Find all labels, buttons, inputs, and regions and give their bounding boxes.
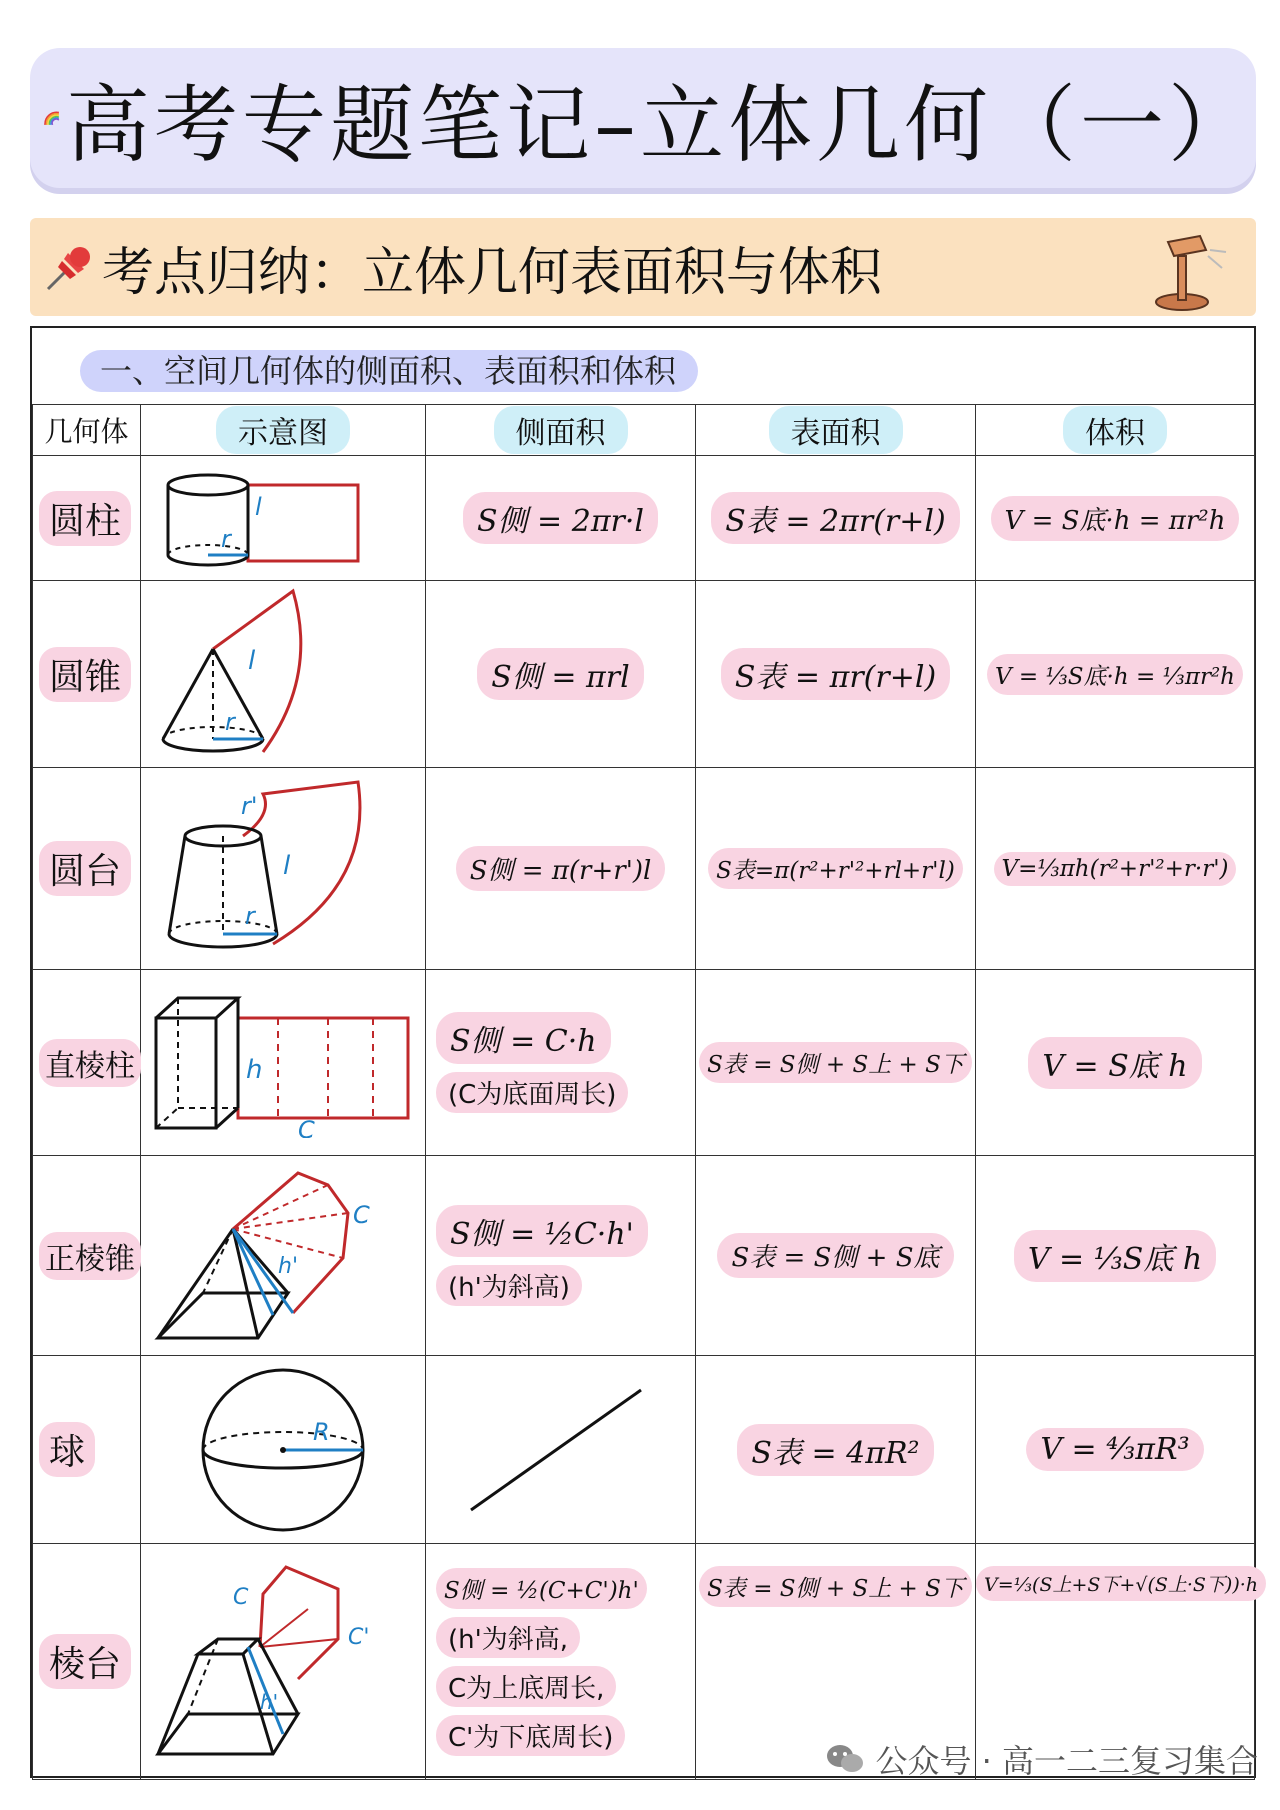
page-title: 高考专题笔记–立体几何（一）	[65, 75, 1256, 174]
label-r: r	[245, 901, 255, 930]
sphere-surface-formula: S表 = 4πR²	[737, 1424, 933, 1476]
row-name-frustum-pyramid: 棱台	[39, 1634, 131, 1689]
label-R: R	[313, 1418, 330, 1446]
pyramid-volume-formula: V = ⅓S底 h	[1014, 1230, 1216, 1282]
frustum-pyramid-note-2: C为上底周长,	[436, 1666, 616, 1707]
header-lateral: 侧面积	[494, 406, 628, 454]
sphere-diagram	[183, 1362, 383, 1537]
cylinder-volume-formula: V = S底·h = πr²h	[991, 496, 1240, 541]
pyramid-lateral-note: (h'为斜高)	[436, 1265, 582, 1306]
label-r: r	[225, 707, 235, 736]
table-header-row	[33, 405, 1255, 456]
row-name-frustum: 圆台	[39, 841, 131, 896]
prism-surface-formula: S表 = S侧 + S上 + S下	[699, 1042, 972, 1083]
table-row	[33, 970, 1255, 1156]
watermark	[825, 1736, 1258, 1782]
label-h-prime: h'	[260, 1690, 279, 1714]
pyramid-surface-formula: S表 = S侧 + S底	[717, 1233, 953, 1278]
header-solid: 几何体	[44, 415, 129, 448]
table-row	[33, 581, 1255, 768]
row-name-right-prism: 直棱柱	[39, 1039, 141, 1087]
table-row	[33, 456, 1255, 581]
prism-lateral-note: (C为底面周长)	[436, 1072, 628, 1113]
cylinder-lateral-formula: S侧 = 2πr·l	[463, 492, 658, 544]
label-h: h	[246, 1054, 263, 1085]
formula-sheet	[30, 326, 1259, 1778]
frustum-pyramid-surface-formula: S表 = S侧 + S上 + S下	[699, 1566, 972, 1607]
header-diagram: 示意图	[216, 406, 350, 454]
frustum-volume-formula: V=⅓πh(r²+r'²+r·r')	[994, 852, 1237, 886]
row-name-cone: 圆锥	[39, 647, 131, 702]
title-banner	[30, 48, 1256, 188]
label-c: C	[353, 1201, 370, 1229]
sphere-volume-formula: V = ⁴⁄₃πR³	[1026, 1428, 1203, 1471]
table-row	[33, 768, 1255, 970]
not-applicable-dash	[426, 1360, 696, 1540]
rainbow-icon	[44, 75, 60, 161]
cone-volume-formula: V = ⅓S底·h = ⅓πr²h	[987, 654, 1243, 695]
regular-pyramid-diagram	[148, 1163, 418, 1348]
frustum-pyramid-diagram	[148, 1549, 418, 1774]
frustum-pyramid-lateral-formula: S侧 = ½(C+C')h'	[436, 1568, 647, 1609]
label-h-prime: h'	[278, 1254, 298, 1279]
desk-lamp-icon	[1148, 226, 1228, 312]
frustum-diagram	[153, 774, 413, 964]
label-l: l	[248, 645, 256, 676]
cone-diagram	[153, 587, 413, 762]
frustum-pyramid-note-1: (h'为斜高,	[436, 1617, 580, 1658]
row-name-regular-pyramid: 正棱锥	[39, 1232, 141, 1280]
formula-table	[32, 404, 1259, 1780]
row-name-cylinder: 圆柱	[39, 491, 131, 546]
cylinder-surface-formula: S表 = 2πr(r+l)	[711, 492, 959, 544]
label-c: C	[233, 1585, 249, 1610]
label-c: C	[298, 1115, 315, 1138]
label-r-prime: r'	[241, 791, 258, 820]
label-c-prime: C'	[348, 1625, 370, 1650]
pyramid-lateral-formula: S侧 = ½C·h'	[436, 1205, 648, 1257]
table-row	[33, 1356, 1255, 1544]
section-title: 一、空间几何体的侧面积、表面积和体积	[80, 350, 698, 392]
cone-surface-formula: S表 = πr(r+l)	[721, 648, 950, 700]
label-r: r	[221, 525, 231, 553]
prism-lateral-formula: S侧 = C·h	[436, 1012, 611, 1064]
topic-banner	[30, 218, 1256, 316]
frustum-pyramid-volume-formula: V=⅓(S上+S下+√(S上·S下))·h	[976, 1566, 1266, 1601]
watermark-text: 公众号 · 高一二三复习集合	[875, 1742, 1258, 1780]
cylinder-diagram	[153, 463, 413, 573]
wechat-icon	[825, 1742, 865, 1776]
pushpin-icon	[42, 239, 98, 295]
frustum-surface-formula: S表=π(r²+r'²+rl+r'l)	[708, 848, 963, 889]
table-row	[33, 1156, 1255, 1356]
cone-lateral-formula: S侧 = πrl	[477, 648, 643, 700]
label-l: l	[283, 850, 291, 881]
frustum-lateral-formula: S侧 = π(r+r')l	[456, 846, 666, 891]
header-surface: 表面积	[769, 406, 903, 454]
header-volume: 体积	[1063, 406, 1167, 454]
label-l: l	[255, 493, 262, 521]
prism-volume-formula: V = S底 h	[1028, 1037, 1201, 1089]
right-prism-diagram	[148, 988, 418, 1138]
row-name-sphere: 球	[39, 1422, 95, 1477]
topic-title: 考点归纳：立体几何表面积与体积	[102, 242, 883, 303]
frustum-pyramid-note-3: C'为下底周长)	[436, 1715, 625, 1756]
